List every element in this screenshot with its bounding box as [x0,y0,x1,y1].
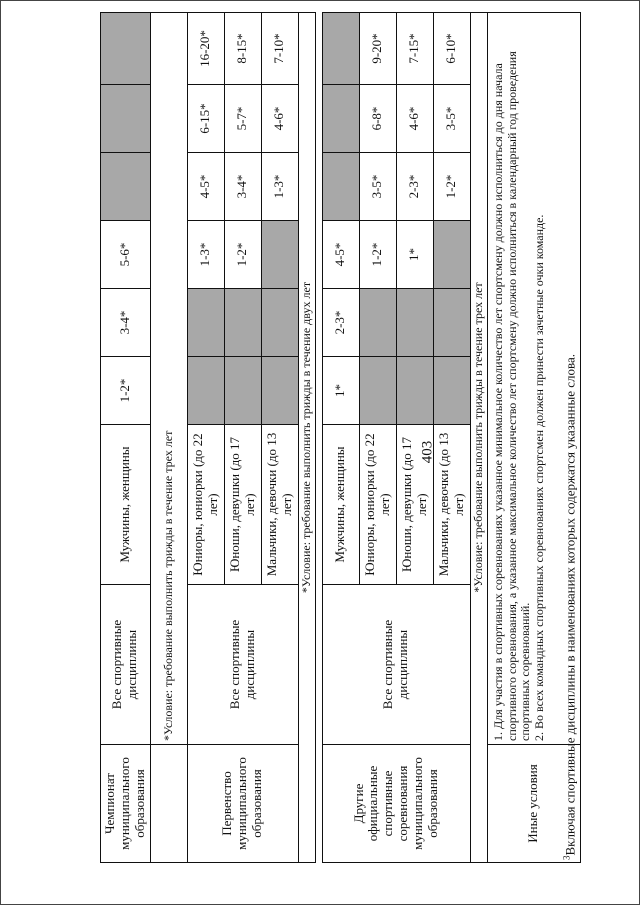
table-cell [101,153,151,221]
table-cell: Все спортивные дисциплины [322,585,470,745]
table-cell: 16-20* [187,13,224,85]
table-cell: 1* [322,357,359,425]
table-cell [224,357,261,425]
table-cell: 3-4* [224,153,261,221]
condition-row [298,13,315,863]
table-cell: 3-4* [101,289,151,357]
table-cell: 5-6* [101,221,151,289]
table-cell [101,85,151,153]
table-cell: Мужчины, женщины [322,425,359,585]
table-cell: 5-7* [224,85,261,153]
table-cell [359,357,396,425]
table-cell [261,289,298,357]
table-cell: 1-2* [101,357,151,425]
table-row [322,13,359,863]
note-1: 1. Для участия в спортивных соревнованиях указанное минимальное количество лет спортсмену должно исполниться до дня начала спортивного соревнования, а указанное максимальное количество лет спортсмену должно исполниться в календарный год проведения спортивных соревнований. [490,51,533,741]
footnote-mark: 3 [561,855,572,860]
table-cell: Чемпионат муниципального образования [101,745,151,863]
table-cell: 6-10* [433,13,470,85]
table-cell [322,85,359,153]
condition-row [470,13,487,863]
table-cell [101,13,151,85]
condition-row [150,13,187,863]
condition-text: *Условие: требование выполнить трижды в течение двух лет [298,13,315,863]
table-cell: Юниоры, юниорки (до 22 лет) [187,425,224,585]
table-cell: 4-6* [261,85,298,153]
table-cell: 2-3* [322,289,359,357]
spacer [315,13,322,863]
table-cell [150,745,187,863]
table-cell: Иные условия [487,745,580,863]
table-cell [359,289,396,357]
table-cell [322,13,359,85]
table-row [101,13,151,863]
condition-text: *Условие: требование выполнить трижды в течение трех лет [470,13,487,863]
spacer-row [315,13,322,863]
table-cell: 2-3* [396,153,433,221]
table-cell: 9-20* [359,13,396,85]
table-cell: 1* [396,221,433,289]
table-cell [433,357,470,425]
rotated-table-container [100,13,547,863]
table-cell: 4-5* [187,153,224,221]
table-cell: Мальчики, девочки (до 13 лет) [433,425,470,585]
table-cell: Другие официальные спортивные соревнования муниципального образования [322,745,470,863]
table-cell: 1-2* [359,221,396,289]
table-cell: Юниоры, юниорки (до 22 лет) [359,425,396,585]
table-cell: Мужчины, женщины [101,425,151,585]
table-cell: 3-5* [359,153,396,221]
table-cell: Мальчики, девочки (до 13 лет) [261,425,298,585]
table-cell: Все спортивные дисциплины [101,585,151,745]
table-cell: 7-15* [396,13,433,85]
table-cell: 1-2* [433,153,470,221]
table-cell: 4-5* [322,221,359,289]
table-cell [433,289,470,357]
table-cell [396,357,433,425]
table-cell: 8-15* [224,13,261,85]
sport-category-table [100,12,581,863]
condition-text: *Условие: требование выполнить трижды в течение трех лет [150,13,187,745]
table-cell: Все спортивные дисциплины [187,585,298,745]
table-cell [261,357,298,425]
table-cell: Юноши, девушки (до 17 лет) [224,425,261,585]
table-row [187,13,224,863]
table-cell: Юноши, девушки (до 17 лет) [396,425,433,585]
footnote-text: Включая спортивные дисциплины в наименованиях которых содержатся указанные слова. [562,354,578,856]
table-cell: 1-3* [261,153,298,221]
table-cell [433,221,470,289]
table-cell [322,153,359,221]
table-cell [396,289,433,357]
table-cell [224,289,261,357]
footnote [561,40,578,860]
table-cell [261,221,298,289]
note-2: 2. Во всех командных спортивных соревнованиях спортсмен должен принести зачетные очки команде. [532,214,547,741]
table-cell: 4-6* [396,85,433,153]
table-cell: 1-2* [224,221,261,289]
table-cell: 6-15* [187,85,224,153]
table-cell: 3-5* [433,85,470,153]
table-cell: 6-8* [359,85,396,153]
table-cell: 7-10* [261,13,298,85]
table-cell: Первенство муниципального образования [187,745,298,863]
table-cell: 1-3* [187,221,224,289]
table-cell [187,357,224,425]
page-number: 403 [419,440,436,464]
table-cell [187,289,224,357]
